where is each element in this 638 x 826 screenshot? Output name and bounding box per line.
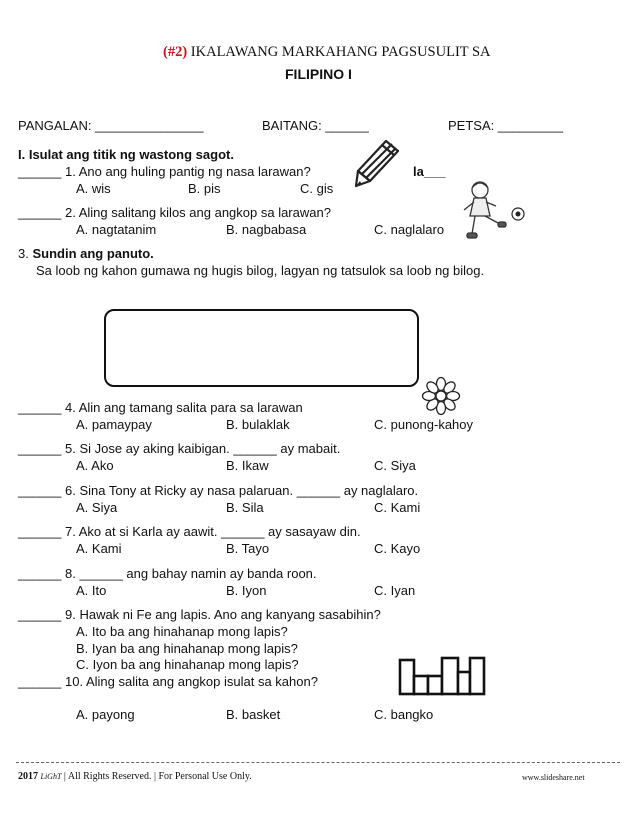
q4-choice-c: C. punong-kahoy [374, 417, 474, 432]
section-heading: I. Isulat ang titik ng wastong sagot. [18, 147, 234, 162]
q5-choice-b: B. Ikaw [226, 458, 269, 473]
q1-choice-c: C. gis [300, 181, 334, 196]
footer-copyright [18, 771, 252, 782]
question-1: ______ 1. Ano ang huling pantig ng nasa larawan? [18, 164, 311, 179]
q7-choice-c: C. Kayo [374, 541, 421, 556]
worksheet-subject: FILIPINO I [285, 66, 352, 82]
grade-field: BAITANG: ______ [262, 118, 369, 133]
question-9: ______ 9. Hawak ni Fe ang lapis. Ano ang kanyang sasabihin? [18, 607, 381, 622]
q2-choice-b: B. nagbabasa [226, 222, 307, 237]
question-3-instruction: Sa loob ng kahon gumawa ng hugis bilog, lagyan ng tatsulok sa loob ng bilog. [36, 263, 485, 278]
q10-choice-c: C. bangko [374, 707, 434, 722]
q5-choice-c: C. Siya [374, 458, 416, 473]
question-8: ______ 8. ______ ang bahay namin ay banda roon. [18, 566, 317, 581]
question-10: ______ 10. Aling salita ang angkop isulat sa kahon? [18, 674, 318, 689]
question-4: ______ 4. Alin ang tamang salita para sa larawan [18, 400, 303, 415]
question-2: ______ 2. Aling salitang kilos ang angkop sa larawan? [18, 205, 331, 220]
question-6: ______ 6. Sina Tony at Ricky ay nasa palaruan. ______ ay naglalaro. [18, 483, 419, 498]
q1-choice-a: A. wis [76, 181, 111, 196]
question-5: ______ 5. Si Jose ay aking kaibigan. ______ ay mabait. [18, 441, 341, 456]
q8-choice-b: B. Iyon [226, 583, 267, 598]
worksheet-title [163, 44, 491, 61]
footer-divider [16, 762, 620, 763]
question-3-number: 3. [18, 246, 29, 261]
q8-choice-a: A. Ito [76, 583, 107, 598]
question-1-answer-hint: la___ [413, 164, 446, 179]
q4-choice-a: A. pamaypay [76, 417, 152, 432]
question-3-heading: Sundin ang panuto. [32, 246, 154, 261]
q2-choice-c: C. naglalaro [374, 222, 445, 237]
q10-choice-a: A. payong [76, 707, 135, 722]
q8-choice-c: C. Iyan [374, 583, 416, 598]
worksheet-title-text: IKALAWANG MARKAHANG PAGSUSULIT SA [190, 44, 491, 60]
question-7: ______ 7. Ako at si Karla ay aawit. ______ ay sasayaw din. [18, 524, 361, 539]
q10-choice-b: B. basket [226, 707, 281, 722]
flower-icon [422, 377, 460, 415]
pencil-icon [352, 137, 402, 189]
q5-choice-a: A. Ako [76, 458, 114, 473]
q6-choice-b: B. Sila [226, 500, 264, 515]
question-3 [18, 246, 154, 261]
q4-choice-b: B. bulaklak [226, 417, 290, 432]
worksheet-number: (#2) [163, 44, 188, 60]
q9-choice-a: A. Ito ba ang hinahanap mong lapis? [76, 624, 288, 639]
q2-choice-a: A. nagtatanim [76, 222, 157, 237]
footer-site[interactable]: www.slideshare.net [522, 773, 585, 782]
q6-choice-a: A. Siya [76, 500, 118, 515]
q7-choice-b: B. Tayo [226, 541, 270, 556]
drawing-box[interactable] [104, 309, 419, 387]
q7-choice-a: A. Kami [76, 541, 122, 556]
footer-year: 2017 [18, 771, 38, 782]
boxes-icon [398, 654, 486, 696]
q9-choice-c: C. Iyon ba ang hinahanap mong lapis? [76, 657, 299, 672]
q1-choice-b: B. pis [188, 181, 221, 196]
child-kicking-ball-icon [458, 180, 528, 248]
name-field: PANGALAN: _______________ [18, 118, 204, 133]
q6-choice-c: C. Kami [374, 500, 421, 515]
footer-brand: LiGhT [40, 772, 62, 781]
q9-choice-b: B. Iyan ba ang hinahanap mong lapis? [76, 641, 298, 656]
footer-rights: | All Rights Reserved. | For Personal Use Only. [63, 771, 252, 782]
date-field: PETSA: _________ [448, 118, 563, 133]
